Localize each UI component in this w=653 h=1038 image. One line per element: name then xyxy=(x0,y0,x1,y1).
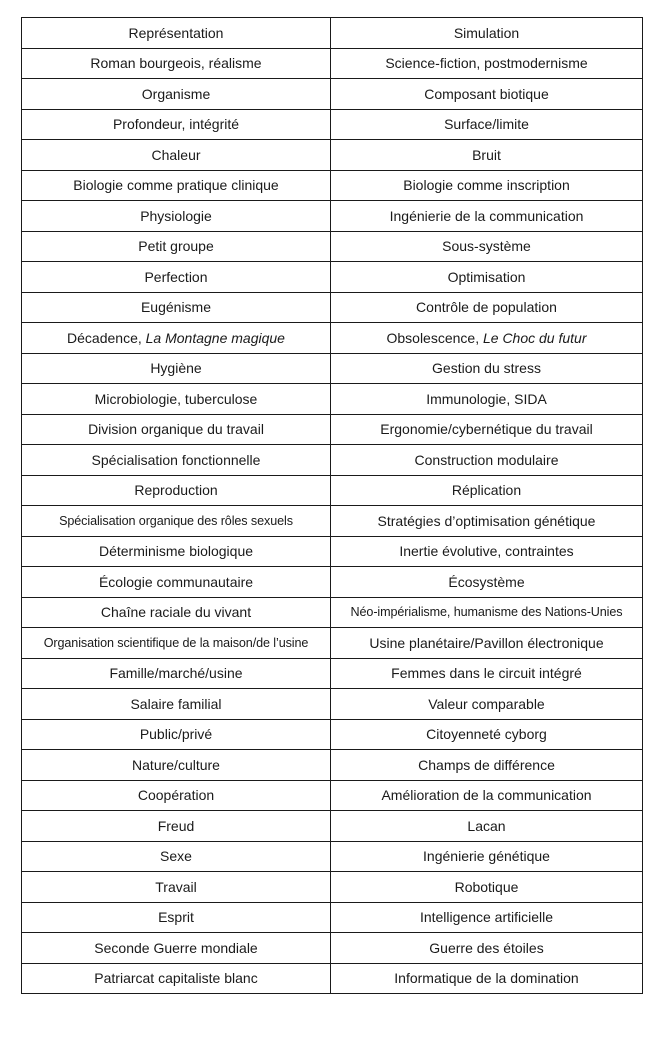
table-row xyxy=(22,811,643,842)
left-cell: Reproduction xyxy=(22,475,331,506)
right-cell: Écosystème xyxy=(331,567,643,598)
right-cell: Réplication xyxy=(331,475,643,506)
right-cell: Robotique xyxy=(331,872,643,903)
left-cell-title: La Montagne magique xyxy=(145,329,285,346)
right-cell: Contrôle de population xyxy=(331,292,643,323)
table-row xyxy=(22,475,643,506)
right-cell: Science-fiction, postmodernisme xyxy=(331,48,643,79)
table-body xyxy=(22,18,643,994)
right-cell: Intelligence artificielle xyxy=(331,902,643,933)
table-row xyxy=(22,719,643,750)
right-cell: Usine planétaire/Pavillon électronique xyxy=(331,628,643,659)
left-cell: Salaire familial xyxy=(22,689,331,720)
table-row xyxy=(22,353,643,384)
right-cell: Optimisation xyxy=(331,262,643,293)
table-row xyxy=(22,79,643,110)
right-cell: Néo-impérialisme, humanisme des Nations-Unies xyxy=(331,597,643,628)
table-row xyxy=(22,292,643,323)
left-cell: Nature/culture xyxy=(22,750,331,781)
right-cell: Construction modulaire xyxy=(331,445,643,476)
table-row xyxy=(22,231,643,262)
right-cell: Amélioration de la communication xyxy=(331,780,643,811)
left-cell: Microbiologie, tuberculose xyxy=(22,384,331,415)
right-cell: Valeur comparable xyxy=(331,689,643,720)
right-cell: Bruit xyxy=(331,140,643,171)
table-row xyxy=(22,963,643,994)
left-cell: Famille/marché/usine xyxy=(22,658,331,689)
right-cell: Simulation xyxy=(331,18,643,49)
left-cell: Eugénisme xyxy=(22,292,331,323)
right-cell: Ergonomie/cybernétique du travail xyxy=(331,414,643,445)
table-row xyxy=(22,506,643,537)
dichotomy-table-container xyxy=(21,17,632,994)
left-cell: Sexe xyxy=(22,841,331,872)
right-cell: Ingénierie de la communication xyxy=(331,201,643,232)
table-row xyxy=(22,170,643,201)
right-cell: Guerre des étoiles xyxy=(331,933,643,964)
table-row xyxy=(22,48,643,79)
right-cell: Composant biotique xyxy=(331,79,643,110)
table-row xyxy=(22,933,643,964)
right-cell: Lacan xyxy=(331,811,643,842)
right-cell: Champs de différence xyxy=(331,750,643,781)
left-cell: Chaîne raciale du vivant xyxy=(22,597,331,628)
dichotomy-table xyxy=(21,17,643,994)
right-cell: Citoyenneté cyborg xyxy=(331,719,643,750)
left-cell: Écologie communautaire xyxy=(22,567,331,598)
left-cell: Perfection xyxy=(22,262,331,293)
right-cell: Stratégies d’optimisation génétique xyxy=(331,506,643,537)
right-cell-text: Obsolescence, xyxy=(386,329,483,346)
right-cell xyxy=(331,323,643,354)
left-cell: Déterminisme biologique xyxy=(22,536,331,567)
table-row xyxy=(22,872,643,903)
table-row xyxy=(22,658,643,689)
table-row xyxy=(22,628,643,659)
table-row xyxy=(22,414,643,445)
right-cell: Ingénierie génétique xyxy=(331,841,643,872)
table-row xyxy=(22,567,643,598)
table-row xyxy=(22,597,643,628)
table-row xyxy=(22,689,643,720)
left-cell: Hygiène xyxy=(22,353,331,384)
left-cell: Organisation scientifique de la maison/de l’usine xyxy=(22,628,331,659)
right-cell: Immunologie, SIDA xyxy=(331,384,643,415)
right-cell: Inertie évolutive, contraintes xyxy=(331,536,643,567)
right-cell: Surface/limite xyxy=(331,109,643,140)
left-cell: Spécialisation fonctionnelle xyxy=(22,445,331,476)
left-cell: Division organique du travail xyxy=(22,414,331,445)
table-row xyxy=(22,109,643,140)
left-cell: Freud xyxy=(22,811,331,842)
left-cell: Travail xyxy=(22,872,331,903)
left-cell: Chaleur xyxy=(22,140,331,171)
left-cell: Représentation xyxy=(22,18,331,49)
table-row xyxy=(22,536,643,567)
right-cell: Informatique de la domination xyxy=(331,963,643,994)
table-row xyxy=(22,902,643,933)
left-cell: Profondeur, intégrité xyxy=(22,109,331,140)
right-cell-title: Le Choc du futur xyxy=(482,329,587,346)
left-cell: Public/privé xyxy=(22,719,331,750)
table-row xyxy=(22,18,643,49)
table-row xyxy=(22,201,643,232)
left-cell: Seconde Guerre mondiale xyxy=(22,933,331,964)
right-cell: Biologie comme inscription xyxy=(331,170,643,201)
table-row xyxy=(22,780,643,811)
left-cell: Esprit xyxy=(22,902,331,933)
table-row xyxy=(22,140,643,171)
left-cell: Roman bourgeois, réalisme xyxy=(22,48,331,79)
table-row xyxy=(22,445,643,476)
table-row xyxy=(22,384,643,415)
right-cell: Femmes dans le circuit intégré xyxy=(331,658,643,689)
table-row xyxy=(22,262,643,293)
right-cell: Sous-système xyxy=(331,231,643,262)
right-cell: Gestion du stress xyxy=(331,353,643,384)
table-row xyxy=(22,841,643,872)
left-cell-text: Décadence, xyxy=(67,329,146,346)
table-row xyxy=(22,750,643,781)
left-cell: Patriarcat capitaliste blanc xyxy=(22,963,331,994)
left-cell: Biologie comme pratique clinique xyxy=(22,170,331,201)
table-row xyxy=(22,323,643,354)
left-cell: Physiologie xyxy=(22,201,331,232)
left-cell: Petit groupe xyxy=(22,231,331,262)
left-cell: Organisme xyxy=(22,79,331,110)
left-cell: Coopération xyxy=(22,780,331,811)
left-cell xyxy=(22,323,331,354)
left-cell: Spécialisation organique des rôles sexuels xyxy=(22,506,331,537)
